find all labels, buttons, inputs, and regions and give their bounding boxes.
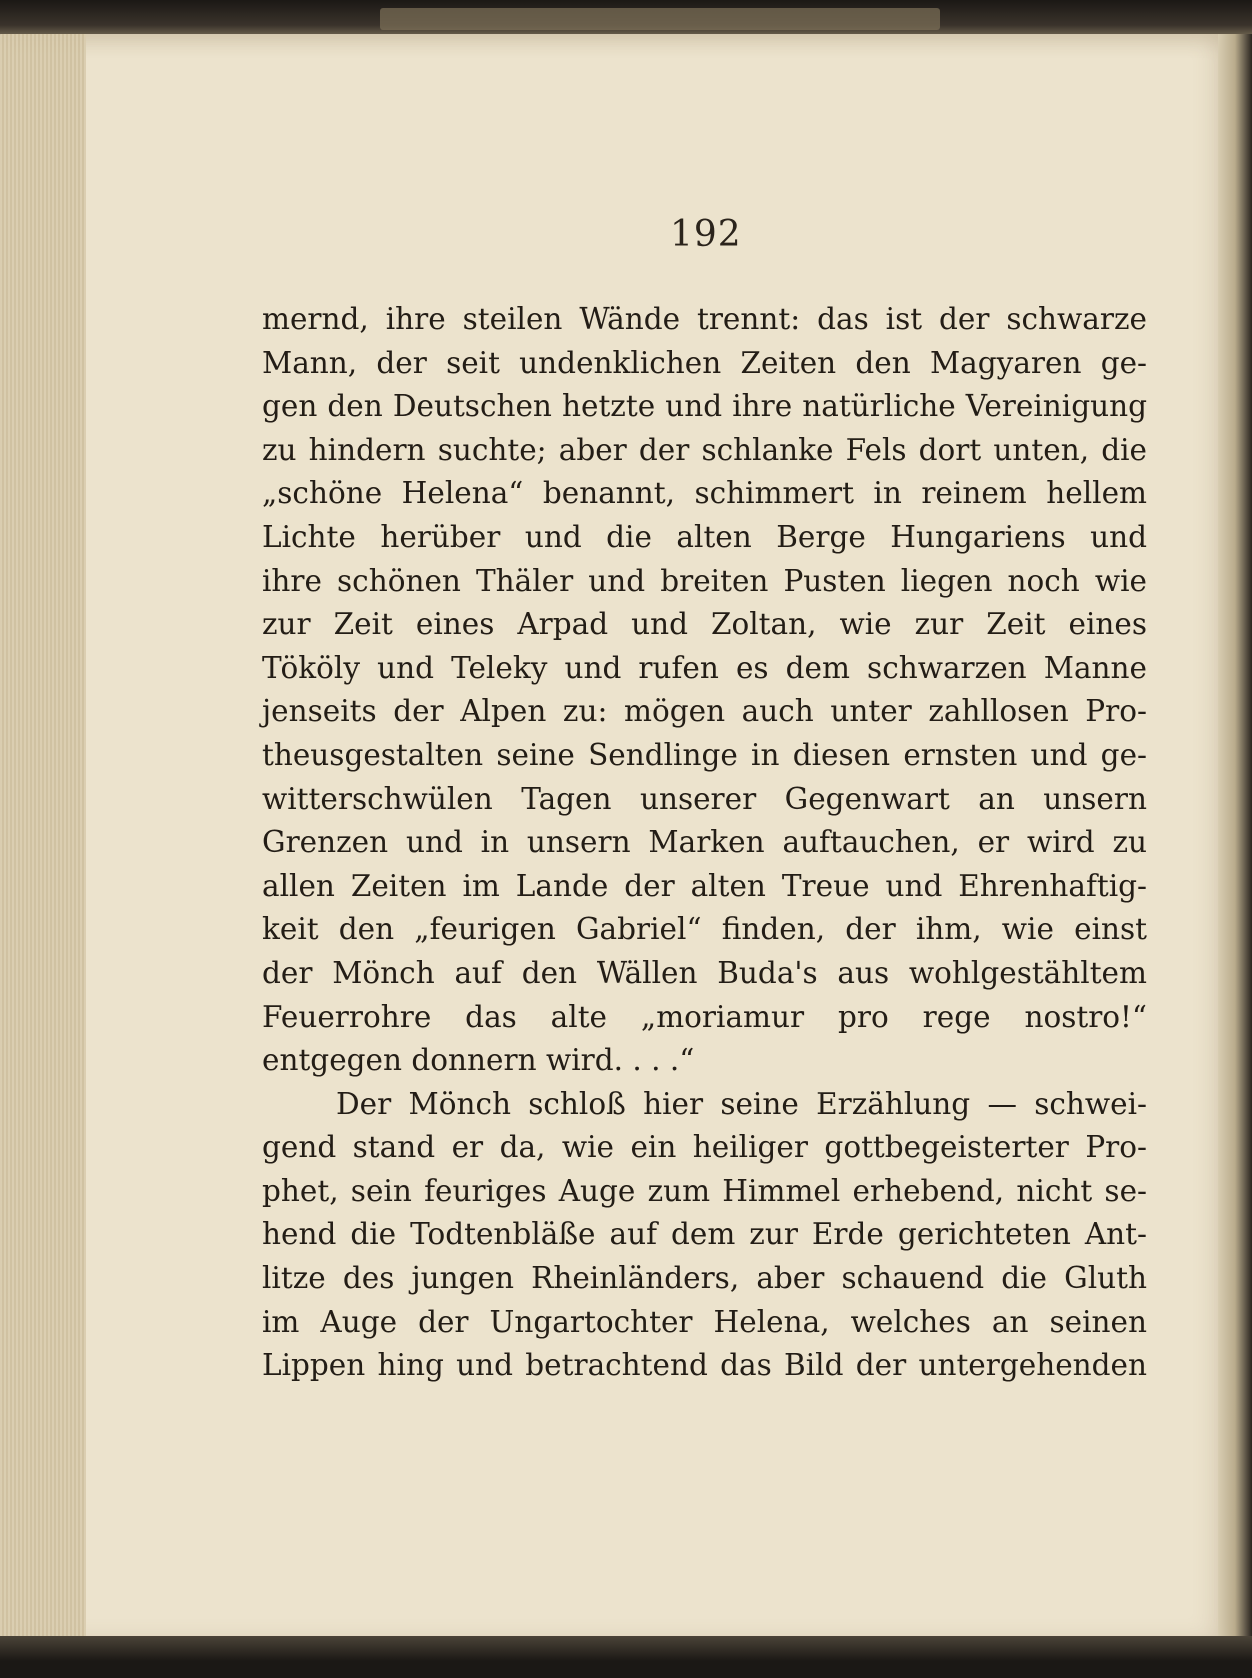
text-line: ihre schönen Thäler und breiten Pusten liegen noch wie — [262, 563, 1147, 598]
text-line: Feuerrohre das alte „moriamur pro rege nostro!“ — [262, 999, 1147, 1034]
page-number: 192 — [670, 214, 742, 255]
text-line: Grenzen und in unsern Marken auftauchen, er wird zu — [262, 825, 1147, 860]
text-line: „schöne Helena“ benannt, schimmert in reinem hellem — [262, 476, 1147, 511]
text-line: der Mönch auf den Wällen Buda's aus wohlgestähltem — [262, 955, 1147, 990]
text-line: entgegen donnern wird. . . .“ — [262, 1043, 695, 1078]
text-line: keit den „feurigen Gabriel“ finden, der ihm, wie einst — [262, 912, 1147, 947]
text-line: im Auge der Ungartochter Helena, welches an seinen — [262, 1304, 1147, 1339]
worn-spine-edge — [380, 8, 940, 30]
page-gutter-shadow — [1218, 34, 1252, 1640]
text-line: Tököly und Teleky und rufen es dem schwarzen Manne — [262, 650, 1147, 685]
text-line: gen den Deutschen hetzte und ihre natürliche Vereinigung — [262, 389, 1147, 424]
text-line: litze des jungen Rheinländers, aber schauend die Gluth — [262, 1261, 1147, 1296]
text-line: gend stand er da, wie ein heiliger gottbegeisterter Pro- — [262, 1130, 1147, 1165]
text-line: phet, sein feuriges Auge zum Himmel erhebend, nicht se- — [262, 1173, 1147, 1208]
text-line: zur Zeit eines Arpad und Zoltan, wie zur Zeit eines — [262, 607, 1147, 642]
text-line: Der Mönch schloß hier seine Erzählung — schwei- — [336, 1086, 1147, 1121]
text-line: Mann, der seit undenklichen Zeiten den Magyaren ge- — [262, 345, 1147, 380]
text-line: Lippen hing und betrachtend das Bild der untergehenden — [262, 1348, 1147, 1383]
page-edge-stack — [0, 34, 86, 1640]
text-line: mernd, ihre steilen Wände trennt: das ist der schwarze — [262, 302, 1147, 336]
book-cover-bottom — [0, 1636, 1252, 1678]
text-line: theusgestalten seine Sendlinge in diesen ernsten und ge- — [262, 737, 1147, 772]
text-line: Lichte herüber und die alten Berge Hungariens und — [262, 519, 1147, 554]
text-line: jenseits der Alpen zu: mögen auch unter zahllosen Pro- — [262, 694, 1147, 729]
text-line: zu hindern suchte; aber der schlanke Fels dort unten, die — [262, 432, 1147, 467]
text-line: hend die Todtenbläße auf dem zur Erde gerichteten Ant- — [262, 1217, 1147, 1252]
body-text — [262, 298, 1147, 1388]
text-line: allen Zeiten im Lande der alten Treue und Ehrenhaftig- — [262, 868, 1147, 903]
text-line: witterschwülen Tagen unserer Gegenwart an unsern — [262, 781, 1147, 816]
